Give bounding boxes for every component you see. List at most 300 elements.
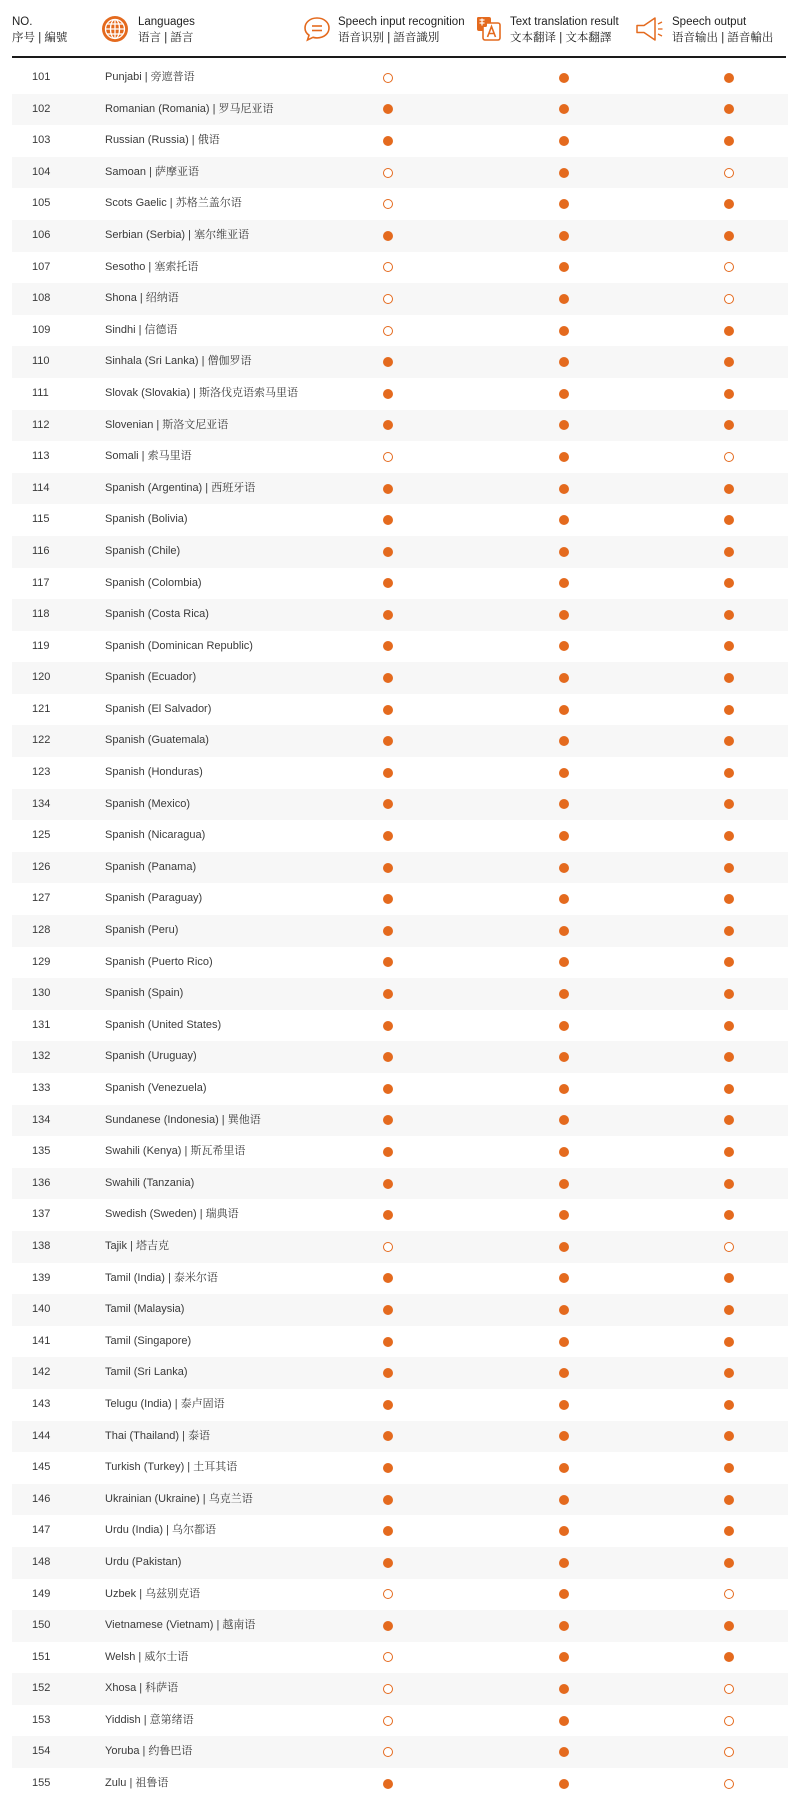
row-language: Tamil (Singapore) <box>105 1334 192 1347</box>
speech-output-dot-supported <box>724 831 734 841</box>
row-number: 154 <box>32 1745 51 1758</box>
speech-output-dot-supported <box>724 104 734 114</box>
speech-output-dot-supported <box>724 641 734 651</box>
text-translation-dot-supported <box>559 1147 569 1157</box>
row-language: Spanish (Argentina) | 西班牙语 <box>105 481 256 494</box>
text-translation-dot-supported <box>559 673 569 683</box>
table-row <box>12 1136 788 1168</box>
row-language: Spanish (Uruguay) <box>105 1050 197 1063</box>
table-row <box>12 1579 788 1611</box>
row-language: Vietnamese (Vietnam) | 越南语 <box>105 1619 256 1632</box>
row-language: Sinhala (Sri Lanka) | 僧伽罗语 <box>105 355 252 368</box>
speech-input-dot-supported <box>383 736 393 746</box>
text-translation-dot-supported <box>559 957 569 967</box>
row-language: Romanian (Romania) | 罗马尼亚语 <box>105 102 274 115</box>
row-language: Punjabi | 旁遮普语 <box>105 71 195 83</box>
row-language: Zulu | 祖鲁语 <box>105 1777 169 1790</box>
text-translation-dot-supported <box>559 1400 569 1410</box>
speech-output-dot-supported <box>724 1273 734 1283</box>
speech-output-dot-unsupported <box>724 1716 734 1726</box>
speech-input-dot-supported <box>383 1084 393 1094</box>
table-row <box>12 631 788 663</box>
row-number: 110 <box>32 355 50 368</box>
speech-output-dot-supported <box>724 484 734 494</box>
table-row <box>12 1326 788 1358</box>
row-language: Spanish (Puerto Rico) <box>105 955 213 968</box>
speech-input-dot-unsupported <box>383 1652 393 1662</box>
speech-input-dot-supported <box>383 799 393 809</box>
text-translation-dot-supported <box>559 610 569 620</box>
table-row <box>12 94 788 126</box>
row-language: Tamil (Malaysia) <box>105 1303 185 1316</box>
speech-output-dot-supported <box>724 1368 734 1378</box>
header-text-translation-zh: 文本翻译 | 文本翻譯 <box>510 32 612 44</box>
table-row <box>12 410 788 442</box>
header-speech-output <box>672 14 773 46</box>
row-language: Spanish (Spain) <box>105 987 184 1000</box>
speech-output-dot-supported <box>724 231 734 241</box>
table-row <box>12 346 788 378</box>
text-translation-dot-supported <box>559 1431 569 1441</box>
speech-input-dot-supported <box>383 1779 393 1789</box>
speech-input-dot-unsupported <box>383 199 393 209</box>
text-translation-dot-supported <box>559 199 569 209</box>
row-number: 128 <box>32 924 51 937</box>
speech-output-dot-supported <box>724 578 734 588</box>
row-number: 113 <box>32 450 50 463</box>
speech-bubble-icon <box>302 14 332 44</box>
row-language: Tamil (Sri Lanka) <box>105 1366 188 1379</box>
text-translation-dot-supported <box>559 104 569 114</box>
row-language: Spanish (Costa Rica) <box>105 608 209 621</box>
speech-input-dot-unsupported <box>383 262 393 272</box>
speech-output-dot-supported <box>724 136 734 146</box>
row-number: 141 <box>32 1334 51 1347</box>
text-translation-dot-supported <box>559 484 569 494</box>
table-row <box>12 1263 788 1295</box>
text-translation-dot-supported <box>559 894 569 904</box>
speech-input-dot-supported <box>383 1368 393 1378</box>
speech-input-dot-supported <box>383 673 393 683</box>
text-translation-dot-supported <box>559 926 569 936</box>
table-row <box>12 125 788 157</box>
text-translation-dot-supported <box>559 1589 569 1599</box>
speech-output-dot-supported <box>724 736 734 746</box>
table-row <box>12 252 788 284</box>
text-translation-dot-supported <box>559 705 569 715</box>
text-translation-dot-supported <box>559 1526 569 1536</box>
row-number: 151 <box>32 1650 51 1663</box>
table-row <box>12 757 788 789</box>
speech-output-dot-unsupported <box>724 452 734 462</box>
speech-output-dot-unsupported <box>724 294 734 304</box>
table-row <box>12 1736 788 1768</box>
speech-output-dot-unsupported <box>724 1747 734 1757</box>
speech-output-dot-unsupported <box>724 1779 734 1789</box>
globe-icon <box>100 14 130 44</box>
table-row <box>12 62 788 94</box>
row-language: Welsh | 威尔士语 <box>105 1650 189 1663</box>
table-row <box>12 915 788 947</box>
row-number: 130 <box>32 987 51 1000</box>
speech-output-dot-supported <box>724 1652 734 1662</box>
row-number: 107 <box>32 260 51 273</box>
text-translation-dot-supported <box>559 73 569 83</box>
table-row <box>12 694 788 726</box>
table-row <box>12 536 788 568</box>
text-translation-dot-supported <box>559 1305 569 1315</box>
speech-input-dot-supported <box>383 1558 393 1568</box>
speech-output-dot-supported <box>724 1147 734 1157</box>
speech-input-dot-unsupported <box>383 168 393 178</box>
table-row <box>12 1357 788 1389</box>
speech-output-dot-supported <box>724 799 734 809</box>
text-translation-dot-supported <box>559 1558 569 1568</box>
table-row <box>12 1073 788 1105</box>
row-number: 153 <box>32 1713 51 1726</box>
speech-output-dot-supported <box>724 989 734 999</box>
speech-input-dot-supported <box>383 389 393 399</box>
row-language: Spanish (Mexico) <box>105 797 190 810</box>
speech-output-dot-supported <box>724 547 734 557</box>
table-row <box>12 1105 788 1137</box>
header-languages <box>138 14 195 46</box>
row-language: Urdu (India) | 乌尔都语 <box>105 1524 217 1537</box>
speech-output-dot-unsupported <box>724 1684 734 1694</box>
header-speech-input <box>338 14 465 46</box>
row-number: 127 <box>32 892 51 905</box>
row-language: Sundanese (Indonesia) | 巽他语 <box>105 1113 261 1126</box>
row-language: Uzbek | 乌兹别克语 <box>105 1587 201 1600</box>
table-row <box>12 441 788 473</box>
row-number: 126 <box>32 860 51 873</box>
speech-input-dot-supported <box>383 1526 393 1536</box>
speech-input-dot-unsupported <box>383 73 393 83</box>
speech-output-dot-supported <box>724 673 734 683</box>
row-language: Spanish (United States) <box>105 1018 222 1031</box>
language-table-body <box>12 62 788 1800</box>
header-text-translation-en: Text translation result <box>510 16 619 28</box>
row-language: Swahili (Tanzania) <box>105 1176 195 1189</box>
text-translation-dot-supported <box>559 389 569 399</box>
speech-input-dot-supported <box>383 1052 393 1062</box>
speech-output-dot-supported <box>724 1463 734 1473</box>
speech-output-dot-supported <box>724 1621 734 1631</box>
row-number: 143 <box>32 1397 51 1410</box>
speech-input-dot-supported <box>383 357 393 367</box>
text-translation-dot-supported <box>559 1337 569 1347</box>
row-number: 102 <box>32 102 51 115</box>
speech-output-dot-supported <box>724 1021 734 1031</box>
speech-output-dot-supported <box>724 768 734 778</box>
row-language: Spanish (Guatemala) <box>105 734 209 747</box>
text-translation-dot-supported <box>559 1652 569 1662</box>
text-translation-dot-supported <box>559 294 569 304</box>
text-translation-dot-supported <box>559 1621 569 1631</box>
table-row <box>12 852 788 884</box>
speech-input-dot-supported <box>383 578 393 588</box>
speech-output-dot-supported <box>724 1210 734 1220</box>
row-number: 112 <box>32 418 50 431</box>
speech-output-dot-supported <box>724 357 734 367</box>
row-language: Ukrainian (Ukraine) | 乌克兰语 <box>105 1492 253 1505</box>
speech-input-dot-supported <box>383 831 393 841</box>
table-row <box>12 315 788 347</box>
speech-input-dot-supported <box>383 610 393 620</box>
text-translation-dot-supported <box>559 1779 569 1789</box>
speech-output-dot-supported <box>724 1179 734 1189</box>
table-row <box>12 1673 788 1705</box>
table-row <box>12 662 788 694</box>
row-number: 138 <box>32 1239 51 1252</box>
speech-input-dot-unsupported <box>383 294 393 304</box>
speech-input-dot-unsupported <box>383 1684 393 1694</box>
row-number: 104 <box>32 165 51 178</box>
speech-output-dot-supported <box>724 863 734 873</box>
speech-input-dot-unsupported <box>383 1716 393 1726</box>
row-number: 108 <box>32 292 51 305</box>
table-row <box>12 1294 788 1326</box>
row-language: Telugu (India) | 泰卢固语 <box>105 1397 225 1410</box>
text-translation-dot-supported <box>559 231 569 241</box>
table-row <box>12 473 788 505</box>
text-translation-dot-supported <box>559 1084 569 1094</box>
header-languages-zh: 语言 | 語言 <box>138 32 194 44</box>
row-number: 152 <box>32 1682 51 1695</box>
header-speech-output-en: Speech output <box>672 16 747 28</box>
text-translation-dot-supported <box>559 1210 569 1220</box>
text-translation-dot-supported <box>559 136 569 146</box>
speech-output-dot-supported <box>724 420 734 430</box>
text-translation-dot-supported <box>559 736 569 746</box>
table-row <box>12 1168 788 1200</box>
row-number: 155 <box>32 1777 51 1790</box>
text-translation-dot-supported <box>559 357 569 367</box>
speech-output-dot-supported <box>724 1400 734 1410</box>
speech-output-dot-supported <box>724 1337 734 1347</box>
row-number: 109 <box>32 323 51 336</box>
speech-output-dot-unsupported <box>724 168 734 178</box>
table-row <box>12 1484 788 1516</box>
speech-output-dot-unsupported <box>724 1242 734 1252</box>
header-speech-input-zh: 语音识别 | 語音識別 <box>338 32 440 44</box>
row-number: 111 <box>32 386 49 399</box>
row-language: Slovenian | 斯洛文尼亚语 <box>105 418 229 431</box>
speech-input-dot-supported <box>383 641 393 651</box>
row-number: 137 <box>32 1208 51 1221</box>
speech-output-dot-supported <box>724 199 734 209</box>
row-number: 140 <box>32 1303 51 1316</box>
translate-icon <box>474 14 504 44</box>
row-language: Urdu (Pakistan) <box>105 1555 182 1568</box>
speech-output-dot-supported <box>724 894 734 904</box>
row-language: Scots Gaelic | 苏格兰盖尔语 <box>105 197 242 210</box>
speech-input-dot-supported <box>383 104 393 114</box>
speech-input-dot-supported <box>383 705 393 715</box>
table-row <box>12 1610 788 1642</box>
row-language: Spanish (Colombia) <box>105 576 202 589</box>
speech-output-dot-supported <box>724 926 734 936</box>
speech-input-dot-supported <box>383 136 393 146</box>
megaphone-icon <box>634 14 664 44</box>
speech-output-dot-supported <box>724 1495 734 1505</box>
table-row <box>12 1231 788 1263</box>
speech-input-dot-supported <box>383 863 393 873</box>
speech-input-dot-unsupported <box>383 452 393 462</box>
row-number: 115 <box>32 513 50 526</box>
row-language: Shona | 绍纳语 <box>105 292 179 305</box>
speech-output-dot-supported <box>724 73 734 83</box>
text-translation-dot-supported <box>559 799 569 809</box>
row-number: 114 <box>32 481 50 494</box>
speech-input-dot-supported <box>383 1147 393 1157</box>
row-number: 118 <box>32 608 50 621</box>
text-translation-dot-supported <box>559 863 569 873</box>
row-number: 106 <box>32 228 51 241</box>
row-number: 135 <box>32 1145 51 1158</box>
speech-output-dot-supported <box>724 1431 734 1441</box>
row-language: Spanish (El Salvador) <box>105 702 212 715</box>
row-number: 136 <box>32 1176 51 1189</box>
row-number: 150 <box>32 1619 51 1632</box>
row-number: 101 <box>32 71 51 83</box>
row-number: 103 <box>32 134 51 147</box>
speech-output-dot-supported <box>724 610 734 620</box>
text-translation-dot-supported <box>559 515 569 525</box>
row-language: Spanish (Dominican Republic) <box>105 639 253 652</box>
text-translation-dot-supported <box>559 1115 569 1125</box>
row-number: 145 <box>32 1461 51 1474</box>
row-number: 125 <box>32 829 51 842</box>
speech-input-dot-supported <box>383 1305 393 1315</box>
row-language: Tamil (India) | 泰米尔语 <box>105 1271 218 1284</box>
speech-output-dot-supported <box>724 1526 734 1536</box>
row-number: 122 <box>32 734 51 747</box>
table-row <box>12 188 788 220</box>
header-languages-en: Languages <box>138 16 195 28</box>
row-language: Xhosa | 科萨语 <box>105 1682 179 1695</box>
row-number: 149 <box>32 1587 51 1600</box>
row-language: Spanish (Bolivia) <box>105 513 188 526</box>
speech-output-dot-supported <box>724 1084 734 1094</box>
speech-input-dot-unsupported <box>383 1242 393 1252</box>
row-language: Spanish (Ecuador) <box>105 671 197 684</box>
speech-input-dot-supported <box>383 1495 393 1505</box>
row-number: 147 <box>32 1524 51 1537</box>
row-number: 129 <box>32 955 51 968</box>
text-translation-dot-supported <box>559 452 569 462</box>
header-no <box>12 14 67 46</box>
speech-input-dot-supported <box>383 989 393 999</box>
text-translation-dot-supported <box>559 1463 569 1473</box>
table-row <box>12 568 788 600</box>
speech-input-dot-supported <box>383 1463 393 1473</box>
speech-output-dot-supported <box>724 1115 734 1125</box>
table-row <box>12 1452 788 1484</box>
row-number: 119 <box>32 639 50 652</box>
speech-output-dot-supported <box>724 1305 734 1315</box>
table-row <box>12 1705 788 1737</box>
speech-input-dot-unsupported <box>383 1747 393 1757</box>
text-translation-dot-supported <box>559 768 569 778</box>
table-row <box>12 947 788 979</box>
row-language: Russian (Russia) | 俄语 <box>105 134 220 147</box>
row-language: Spanish (Honduras) <box>105 766 203 779</box>
table-row <box>12 725 788 757</box>
row-language: Spanish (Peru) <box>105 924 179 937</box>
row-language: Slovak (Slovakia) | 斯洛伐克语索马里语 <box>105 386 298 399</box>
header-no-zh: 序号 | 編號 <box>12 32 68 44</box>
row-language: Yiddish | 意第绪语 <box>105 1713 194 1726</box>
speech-input-dot-supported <box>383 926 393 936</box>
row-language: Samoan | 萨摩亚语 <box>105 165 199 178</box>
table-row <box>12 220 788 252</box>
row-language: Spanish (Panama) <box>105 860 197 873</box>
speech-input-dot-supported <box>383 1337 393 1347</box>
row-number: 116 <box>32 544 50 557</box>
speech-input-dot-supported <box>383 1431 393 1441</box>
row-language: Swahili (Kenya) | 斯瓦希里语 <box>105 1145 246 1158</box>
table-row <box>12 789 788 821</box>
header-no-en: NO. <box>12 16 33 28</box>
row-language: Turkish (Turkey) | 土耳其语 <box>105 1461 238 1474</box>
text-translation-dot-supported <box>559 1716 569 1726</box>
row-language: Tajik | 塔吉克 <box>105 1239 169 1252</box>
speech-input-dot-supported <box>383 515 393 525</box>
text-translation-dot-supported <box>559 1747 569 1757</box>
row-number: 134 <box>32 1113 51 1126</box>
table-row <box>12 1389 788 1421</box>
row-number: 139 <box>32 1271 51 1284</box>
speech-input-dot-supported <box>383 1021 393 1031</box>
speech-input-dot-supported <box>383 1273 393 1283</box>
text-translation-dot-supported <box>559 578 569 588</box>
row-number: 146 <box>32 1492 51 1505</box>
row-number: 105 <box>32 197 51 210</box>
table-row <box>12 820 788 852</box>
speech-output-dot-supported <box>724 1052 734 1062</box>
row-number: 148 <box>32 1555 51 1568</box>
table-row <box>12 378 788 410</box>
table-header <box>12 0 786 58</box>
speech-output-dot-supported <box>724 957 734 967</box>
row-number: 132 <box>32 1050 51 1063</box>
table-row <box>12 883 788 915</box>
speech-input-dot-supported <box>383 894 393 904</box>
text-translation-dot-supported <box>559 1242 569 1252</box>
text-translation-dot-supported <box>559 168 569 178</box>
row-number: 133 <box>32 1082 51 1094</box>
row-number: 131 <box>32 1018 51 1031</box>
table-row <box>12 1547 788 1579</box>
row-number: 117 <box>32 576 50 589</box>
row-language: Swedish (Sweden) | 瑞典语 <box>105 1208 239 1221</box>
text-translation-dot-supported <box>559 1368 569 1378</box>
header-text-translation <box>510 14 619 46</box>
text-translation-dot-supported <box>559 547 569 557</box>
header-speech-output-zh: 语音输出 | 語音輸出 <box>672 32 774 44</box>
row-language: Thai (Thailand) | 泰语 <box>105 1429 210 1442</box>
row-number: 134 <box>32 797 51 810</box>
row-language: Serbian (Serbia) | 塞尔维亚语 <box>105 228 250 241</box>
row-language: Spanish (Venezuela) <box>105 1082 207 1094</box>
speech-input-dot-supported <box>383 1179 393 1189</box>
table-row <box>12 599 788 631</box>
row-language: Somali | 索马里语 <box>105 450 192 463</box>
row-language: Yoruba | 约鲁巴语 <box>105 1745 193 1758</box>
table-row <box>12 1768 788 1800</box>
speech-input-dot-unsupported <box>383 326 393 336</box>
